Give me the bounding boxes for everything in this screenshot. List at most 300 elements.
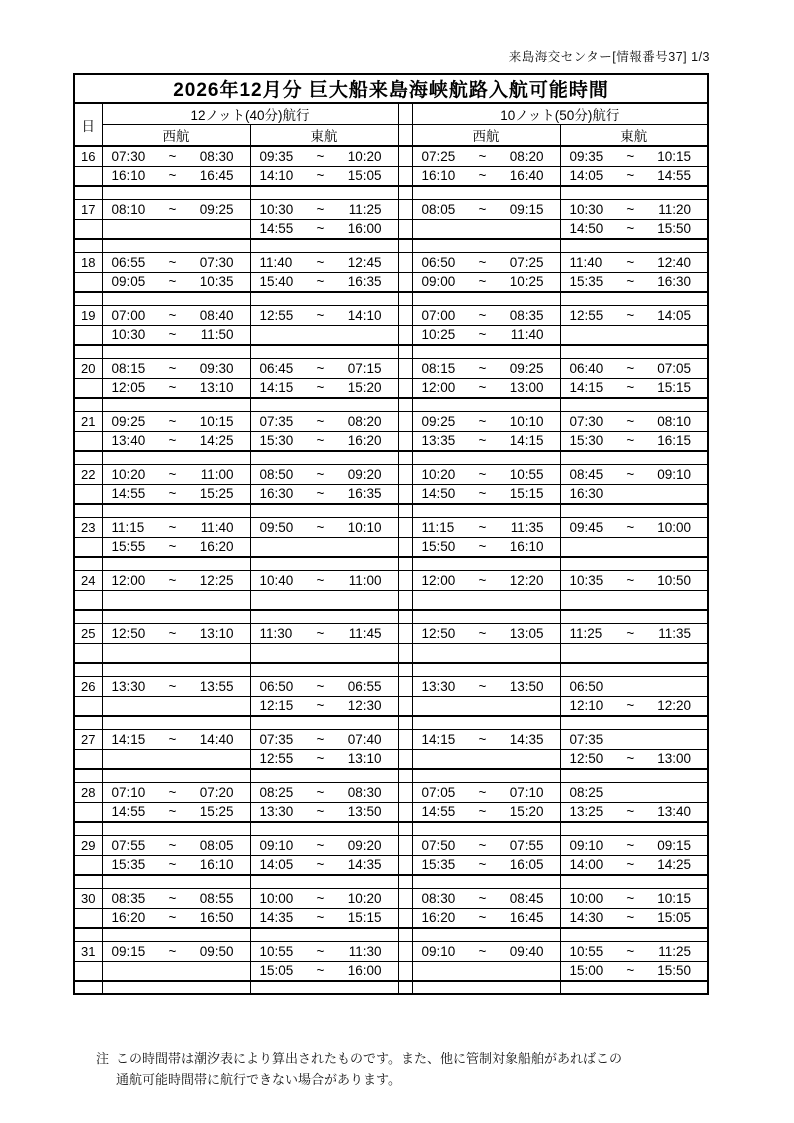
tilde: ~ [168, 572, 177, 588]
time-window-cell [560, 835, 708, 855]
end-time: 14:10 [347, 307, 382, 323]
day-row-27 [74, 729, 708, 749]
start-time: 11:40 [569, 254, 603, 270]
time-window [103, 149, 250, 164]
end-time: 16:20 [347, 433, 382, 449]
time-window-cell [102, 716, 250, 729]
time-window [561, 891, 708, 906]
time-window-cell [412, 676, 560, 696]
start-time: 07:10 [111, 784, 146, 800]
time-window [561, 679, 708, 694]
section-gap [398, 398, 412, 411]
tilde: ~ [168, 413, 177, 429]
end-time: 11:35 [658, 625, 692, 641]
day-cell [74, 378, 102, 398]
start-time: 10:20 [111, 466, 146, 482]
end-time: 15:25 [199, 486, 234, 502]
start-time: 10:55 [259, 943, 294, 959]
end-time: 16:50 [199, 910, 234, 926]
time-window [413, 626, 560, 641]
time-window [251, 963, 398, 978]
start-time: 12:00 [421, 572, 456, 588]
day-row-28 [74, 802, 708, 822]
end-time: 07:05 [657, 360, 692, 376]
section-gap [398, 749, 412, 769]
time-window [103, 274, 250, 289]
time-window [413, 944, 560, 959]
section-gap [398, 451, 412, 464]
start-time: 13:40 [111, 433, 146, 449]
day-row-17 [74, 199, 708, 219]
tilde: ~ [626, 910, 635, 926]
time-window [561, 414, 708, 429]
tilde: ~ [478, 327, 487, 343]
time-window [251, 361, 398, 376]
tilde: ~ [316, 307, 325, 323]
time-window-cell [560, 643, 708, 663]
start-time: 09:10 [259, 837, 294, 853]
start-time: 13:35 [421, 433, 456, 449]
end-time: 11:40 [510, 327, 544, 343]
start-time: 15:35 [111, 857, 146, 873]
end-time: 16:40 [509, 168, 544, 184]
end-time: 12:25 [199, 572, 234, 588]
start-time: 15:00 [569, 963, 604, 979]
day-row-24 [74, 570, 708, 590]
time-window [251, 414, 398, 429]
time-window [413, 308, 560, 323]
time-window-cell [560, 623, 708, 643]
start-time: 09:35 [259, 148, 294, 164]
start-time: 15:35 [569, 274, 604, 290]
start-time: 06:50 [259, 678, 294, 694]
start-time: 16:10 [421, 168, 456, 184]
time-window-cell [560, 272, 708, 292]
time-window-cell [560, 676, 708, 696]
section-gap [398, 729, 412, 749]
time-window [561, 486, 708, 501]
tilde: ~ [478, 486, 487, 502]
time-window [561, 944, 708, 959]
time-window-cell [560, 928, 708, 941]
start-time: 07:00 [421, 307, 456, 323]
time-window-cell [102, 855, 250, 875]
time-window [103, 168, 250, 183]
day-row-28 [74, 782, 708, 802]
tilde: ~ [168, 943, 177, 959]
time-window [561, 732, 708, 747]
tilde: ~ [478, 307, 487, 323]
day-cell: 30 [74, 888, 102, 908]
day-separator-row [74, 875, 708, 888]
time-window-cell [250, 782, 398, 802]
end-time: 13:40 [657, 804, 692, 820]
day-cell [74, 557, 102, 570]
time-window-cell [250, 941, 398, 961]
day-row-20 [74, 358, 708, 378]
start-time: 12:15 [259, 698, 294, 714]
end-time: 11:00 [348, 572, 382, 588]
section-gap [398, 325, 412, 345]
time-window [103, 414, 250, 429]
start-time: 07:35 [259, 731, 294, 747]
tilde: ~ [478, 837, 487, 853]
end-time: 07:55 [509, 837, 544, 853]
tilde: ~ [626, 804, 635, 820]
tilde: ~ [168, 486, 177, 502]
day-row-19 [74, 305, 708, 325]
time-window-cell [102, 292, 250, 305]
time-window-cell [560, 166, 708, 186]
section-gap [398, 358, 412, 378]
tilde: ~ [626, 837, 635, 853]
day-separator-row [74, 610, 708, 623]
day-row-29 [74, 855, 708, 875]
time-window-cell [560, 716, 708, 729]
tilde: ~ [168, 433, 177, 449]
time-window-cell [412, 325, 560, 345]
end-time: 16:30 [657, 274, 692, 290]
start-time: 14:10 [259, 168, 294, 184]
start-time: 13:25 [569, 804, 604, 820]
end-time: 14:40 [199, 731, 234, 747]
section-gap [398, 802, 412, 822]
start-time: 15:40 [259, 274, 294, 290]
end-time: 08:20 [347, 413, 382, 429]
tilde: ~ [316, 360, 325, 376]
time-window-cell [560, 822, 708, 835]
time-window [103, 910, 250, 925]
time-window-cell [412, 769, 560, 782]
section-gap [398, 378, 412, 398]
day-cell: 18 [74, 252, 102, 272]
timetable [73, 73, 709, 995]
section-gap [398, 623, 412, 643]
time-window-cell [250, 928, 398, 941]
start-time: 10:00 [259, 890, 294, 906]
time-window [413, 149, 560, 164]
day-row-17 [74, 219, 708, 239]
time-window-cell [412, 590, 560, 610]
start-time: 12:50 [111, 625, 146, 641]
start-time: 07:05 [421, 784, 456, 800]
time-window-cell [560, 749, 708, 769]
tilde: ~ [316, 857, 325, 873]
tilde: ~ [316, 678, 325, 694]
day-separator-row [74, 928, 708, 941]
day-cell [74, 875, 102, 888]
tilde: ~ [168, 857, 177, 873]
tilde: ~ [316, 274, 325, 290]
tilde: ~ [316, 625, 325, 641]
day-row-31 [74, 941, 708, 961]
tilde: ~ [478, 148, 487, 164]
day-row-20 [74, 378, 708, 398]
time-window [103, 361, 250, 376]
time-window [251, 433, 398, 448]
tilde: ~ [316, 433, 325, 449]
section-gap [398, 570, 412, 590]
section-gap [398, 252, 412, 272]
tilde: ~ [168, 625, 177, 641]
day-row-31 [74, 961, 708, 981]
tilde: ~ [316, 254, 325, 270]
tilde: ~ [316, 486, 325, 502]
day-separator-row [74, 292, 708, 305]
day-separator-row [74, 345, 708, 358]
time-window-cell [102, 941, 250, 961]
time-window [251, 573, 398, 588]
tilde: ~ [316, 519, 325, 535]
start-time: 08:35 [111, 890, 146, 906]
time-window [561, 149, 708, 164]
section-gap [398, 941, 412, 961]
start-time: 15:55 [111, 539, 146, 555]
end-time: 09:40 [509, 943, 544, 959]
time-window-cell [560, 981, 708, 994]
time-window-cell [250, 875, 398, 888]
section-gap [398, 590, 412, 610]
time-window [413, 327, 560, 342]
time-window-cell [412, 199, 560, 219]
time-window-cell [250, 888, 398, 908]
time-window-cell [250, 272, 398, 292]
time-window [561, 857, 708, 872]
time-window-cell [560, 431, 708, 451]
tilde: ~ [316, 466, 325, 482]
end-time: 10:20 [347, 148, 382, 164]
time-window-cell [412, 961, 560, 981]
end-time: 09:25 [509, 360, 544, 376]
time-window-cell [412, 252, 560, 272]
end-time: 15:25 [199, 804, 234, 820]
time-window-cell [412, 570, 560, 590]
start-time: 06:50 [569, 678, 604, 694]
start-time: 09:50 [259, 519, 294, 535]
tilde: ~ [626, 148, 635, 164]
day-row-21 [74, 431, 708, 451]
direction-header-east-10kt: 東航 [560, 125, 708, 147]
tilde: ~ [626, 274, 635, 290]
end-time: 10:50 [657, 572, 692, 588]
time-window [561, 698, 708, 713]
footnote-line2: 通航可能時間帯に航行できない場合があります。 [116, 1072, 401, 1087]
tilde: ~ [478, 625, 487, 641]
tilde: ~ [168, 274, 177, 290]
footnote-label: 注 [96, 1051, 110, 1066]
day-separator-row [74, 451, 708, 464]
time-window-cell [560, 961, 708, 981]
time-window [251, 308, 398, 323]
footnote-line1: この時間帯は潮汐表により算出されたものです。また、他に管制対象船舶があればこの [116, 1051, 622, 1066]
time-window-cell [560, 769, 708, 782]
tilde: ~ [316, 963, 325, 979]
end-time: 06:55 [347, 678, 382, 694]
time-window [103, 785, 250, 800]
start-time: 07:25 [421, 148, 456, 164]
time-window-cell [560, 305, 708, 325]
time-window [413, 202, 560, 217]
end-time: 11:25 [348, 201, 382, 217]
tilde: ~ [478, 784, 487, 800]
end-time: 14:35 [509, 731, 544, 747]
day-row-25 [74, 643, 708, 663]
time-window-cell [102, 398, 250, 411]
day-separator-row [74, 398, 708, 411]
tilde: ~ [478, 539, 487, 555]
time-window-cell [250, 590, 398, 610]
tilde: ~ [478, 804, 487, 820]
tilde: ~ [626, 360, 635, 376]
end-time: 08:05 [199, 837, 234, 853]
time-window-cell [412, 835, 560, 855]
time-window-cell [412, 345, 560, 358]
section-gap [398, 610, 412, 623]
tilde: ~ [626, 221, 635, 237]
time-window-cell [102, 961, 250, 981]
end-time: 14:05 [657, 307, 692, 323]
end-time: 15:05 [347, 168, 382, 184]
time-window-cell [560, 663, 708, 676]
start-time: 10:35 [569, 572, 604, 588]
day-cell: 17 [74, 199, 102, 219]
end-time: 15:20 [509, 804, 544, 820]
day-separator-row [74, 239, 708, 252]
time-window-cell [560, 219, 708, 239]
day-cell [74, 749, 102, 769]
time-window-cell [250, 802, 398, 822]
tilde: ~ [316, 413, 325, 429]
start-time: 09:10 [569, 837, 604, 853]
tilde: ~ [626, 307, 635, 323]
time-window-cell [250, 398, 398, 411]
end-time: 10:35 [199, 274, 234, 290]
time-window-cell [560, 292, 708, 305]
time-window [251, 202, 398, 217]
end-time: 09:15 [657, 837, 692, 853]
time-window [561, 520, 708, 535]
start-time: 07:55 [111, 837, 146, 853]
time-window-cell [412, 464, 560, 484]
start-time: 09:05 [111, 274, 146, 290]
day-cell [74, 484, 102, 504]
end-time: 11:25 [658, 943, 692, 959]
tilde: ~ [626, 751, 635, 767]
start-time: 16:20 [111, 910, 146, 926]
time-window-cell [412, 749, 560, 769]
time-window-cell [102, 345, 250, 358]
tilde: ~ [478, 413, 487, 429]
section-gap [398, 769, 412, 782]
time-window-cell [250, 199, 398, 219]
time-window-cell [102, 749, 250, 769]
start-time: 13:30 [111, 678, 146, 694]
day-row-22 [74, 464, 708, 484]
start-time: 16:10 [111, 168, 146, 184]
direction-header-row [74, 125, 708, 147]
time-window-cell [412, 186, 560, 199]
end-time: 08:45 [509, 890, 544, 906]
section-gap [398, 219, 412, 239]
start-time: 08:10 [111, 201, 146, 217]
tilde: ~ [478, 890, 487, 906]
day-row-23 [74, 517, 708, 537]
day-separator-row [74, 769, 708, 782]
time-window [413, 361, 560, 376]
start-time: 09:35 [569, 148, 604, 164]
tilde: ~ [626, 254, 635, 270]
time-window-cell [560, 941, 708, 961]
time-window-cell [250, 822, 398, 835]
time-window-cell [560, 782, 708, 802]
end-time: 16:15 [657, 433, 692, 449]
time-window-cell [250, 504, 398, 517]
time-window-cell [412, 411, 560, 431]
tilde: ~ [316, 380, 325, 396]
start-time: 11:30 [259, 625, 293, 641]
section-gap [398, 186, 412, 199]
time-window-cell [102, 537, 250, 557]
end-time: 10:55 [509, 466, 544, 482]
end-time: 09:20 [347, 837, 382, 853]
section-gap [398, 504, 412, 517]
start-time: 09:25 [421, 413, 456, 429]
start-time: 09:25 [111, 413, 146, 429]
section-gap [398, 411, 412, 431]
day-row-22 [74, 484, 708, 504]
time-window-cell [560, 557, 708, 570]
start-time: 14:15 [111, 731, 146, 747]
time-window [103, 308, 250, 323]
end-time: 09:50 [199, 943, 234, 959]
day-cell: 26 [74, 676, 102, 696]
tilde: ~ [626, 519, 635, 535]
end-time: 16:00 [347, 221, 382, 237]
time-window-cell [560, 252, 708, 272]
time-window-cell [102, 358, 250, 378]
tilde: ~ [168, 307, 177, 323]
time-window [561, 361, 708, 376]
time-window-cell [560, 378, 708, 398]
footnote [96, 1048, 622, 1090]
time-window-cell [560, 537, 708, 557]
start-time: 09:15 [111, 943, 146, 959]
end-time: 10:15 [657, 148, 692, 164]
section-gap [398, 125, 412, 147]
end-time: 07:20 [199, 784, 234, 800]
start-time: 13:30 [259, 804, 294, 820]
day-row-25 [74, 623, 708, 643]
day-cell: 22 [74, 464, 102, 484]
time-window-cell [250, 451, 398, 464]
start-time: 12:50 [569, 751, 604, 767]
day-cell [74, 186, 102, 199]
time-window-cell [250, 663, 398, 676]
time-window-cell [102, 239, 250, 252]
day-row-18 [74, 252, 708, 272]
section-header-12kt: 12ノット(40分)航行 [102, 103, 398, 125]
section-gap [398, 663, 412, 676]
time-window-cell [560, 239, 708, 252]
day-row-16 [74, 166, 708, 186]
time-window-cell [560, 199, 708, 219]
time-window [103, 380, 250, 395]
tilde: ~ [478, 943, 487, 959]
day-row-30 [74, 888, 708, 908]
start-time: 10:00 [569, 890, 604, 906]
time-window-cell [102, 888, 250, 908]
day-row-24 [74, 590, 708, 610]
